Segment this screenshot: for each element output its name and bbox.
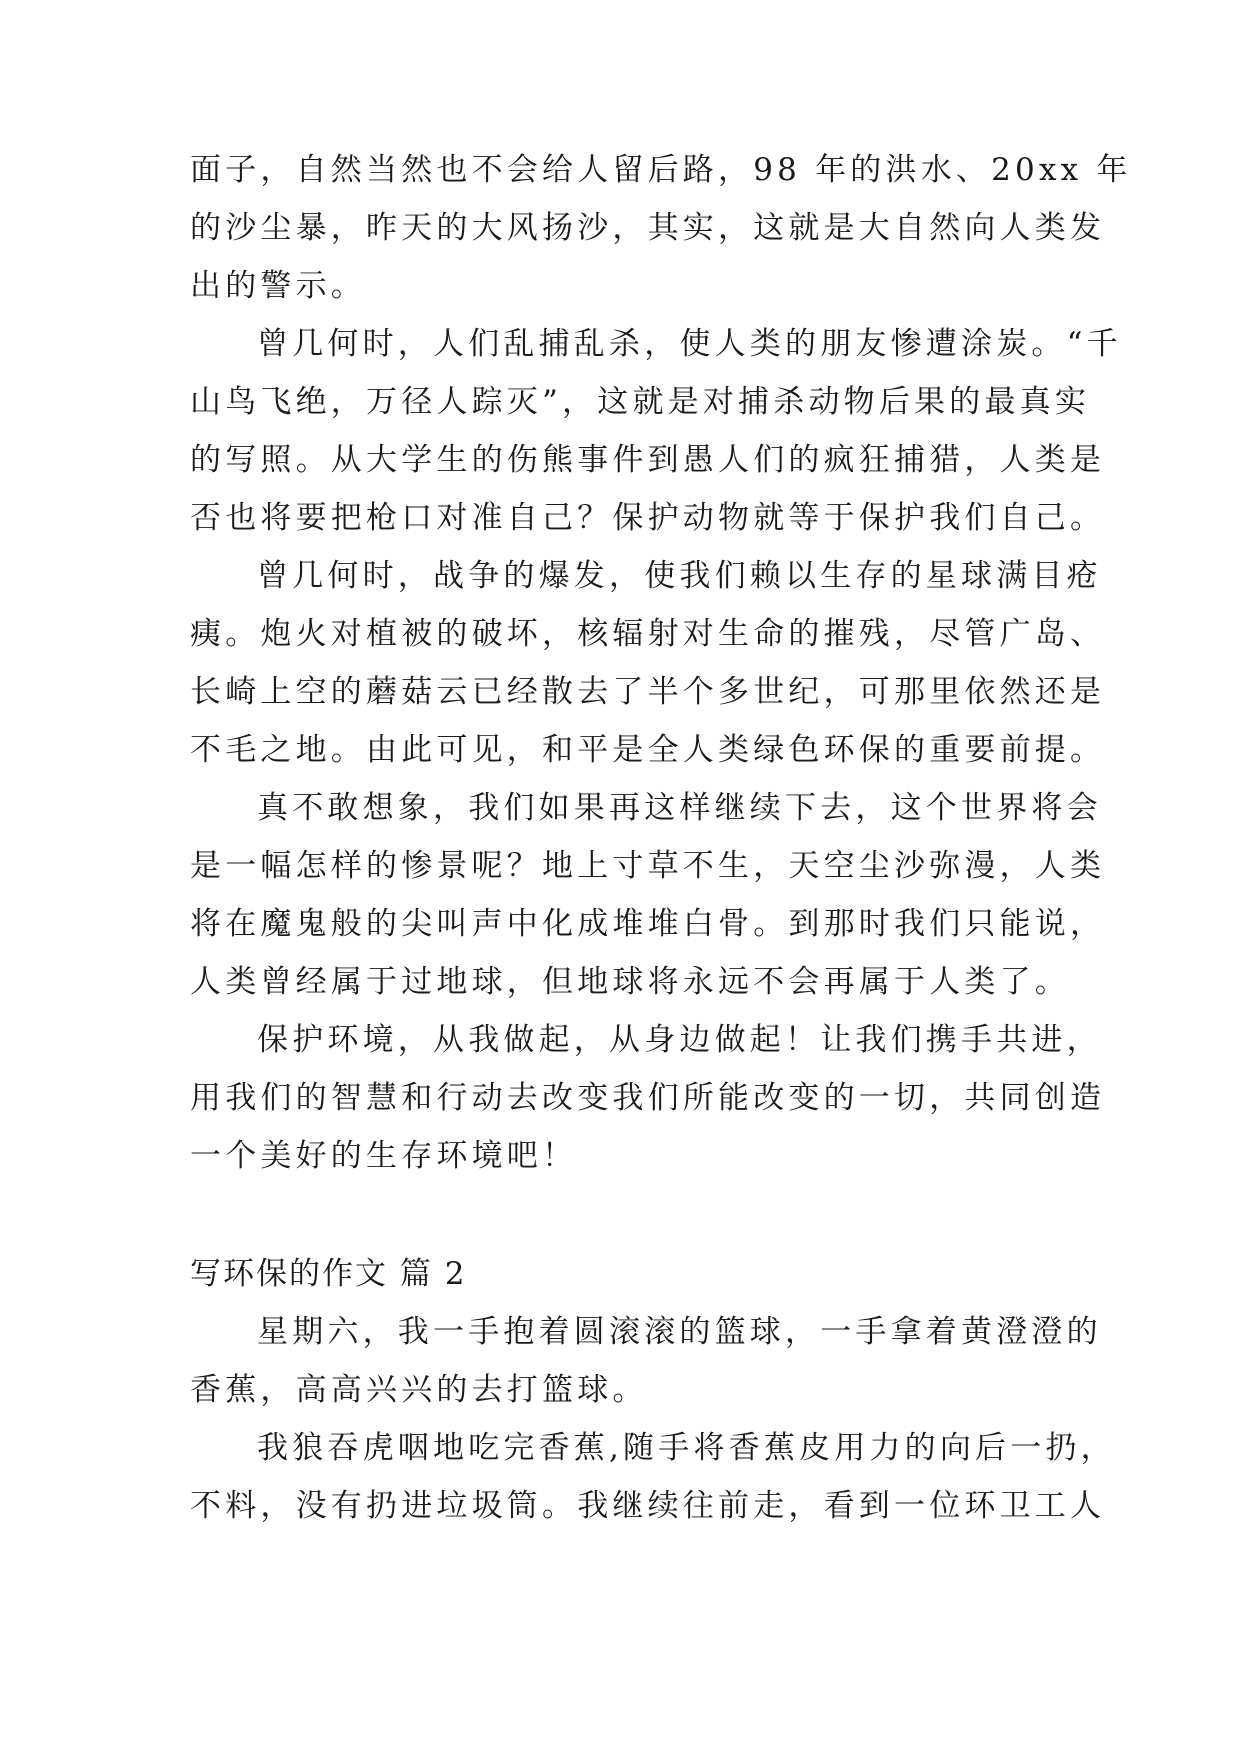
paragraph-line: 人类曾经属于过地球，但地球将永远不会再属于人类了。	[190, 964, 1070, 1000]
paragraph-line: 星期六，我一手抱着圆滚滚的篮球，一手拿着黄澄澄的	[257, 1314, 1102, 1350]
paragraph-line: 一个美好的生存环境吧！	[190, 1138, 578, 1174]
section-heading: 写环保的作文 篇 2	[190, 1256, 467, 1292]
paragraph-line: 曾几何时，战争的爆发，使我们赖以生存的星球满目疮	[257, 558, 1102, 594]
paragraph-line: 保护环境，从我做起，从身边做起！让我们携手共进，	[257, 1022, 1102, 1058]
paragraph-line: 不毛之地。由此可见，和平是全人类绿色环保的重要前提。	[190, 732, 1106, 768]
paragraph-line: 真不敢想象，我们如果再这样继续下去，这个世界将会	[257, 790, 1102, 826]
paragraph-line: 的沙尘暴，昨天的大风扬沙，其实，这就是大自然向人类发	[190, 210, 1106, 246]
paragraph-line: 曾几何时，人们乱捕乱杀，使人类的朋友惨遭涂炭。“千	[257, 326, 1122, 362]
paragraph-line: 长崎上空的蘑菇云已经散去了半个多世纪，可那里依然还是	[190, 674, 1106, 710]
paragraph-line: 的写照。从大学生的伤熊事件到愚人们的疯狂捕猎，人类是	[190, 442, 1106, 478]
paragraph-line: 痍。炮火对植被的破坏，核辐射对生命的摧残，尽管广岛、	[190, 616, 1106, 652]
paragraph-line: 面子，自然当然也不会给人留后路，98 年的洪水、20xx 年	[190, 152, 1132, 188]
paragraph-line: 否也将要把枪口对准自己？保护动物就等于保护我们自己。	[190, 500, 1106, 536]
paragraph-line: 香蕉，高高兴兴的去打篮球。	[190, 1372, 648, 1408]
paragraph-line: 出的警示。	[190, 268, 366, 304]
paragraph-line: 山鸟飞绝，万径人踪灭”，这就是对捕杀动物后果的最真实	[190, 384, 1091, 420]
paragraph-line: 将在魔鬼般的尖叫声中化成堆堆白骨。到那时我们只能说，	[190, 906, 1106, 942]
paragraph-line: 用我们的智慧和行动去改变我们所能改变的一切，共同创造	[190, 1080, 1106, 1116]
paragraph-line: 我狼吞虎咽地吃完香蕉,随手将香蕉皮用力的向后一扔，	[257, 1430, 1116, 1466]
paragraph-line: 是一幅怎样的惨景呢？地上寸草不生，天空尘沙弥漫，人类	[190, 848, 1106, 884]
paragraph-line: 不料，没有扔进垃圾筒。我继续往前走，看到一位环卫工人	[190, 1488, 1106, 1524]
